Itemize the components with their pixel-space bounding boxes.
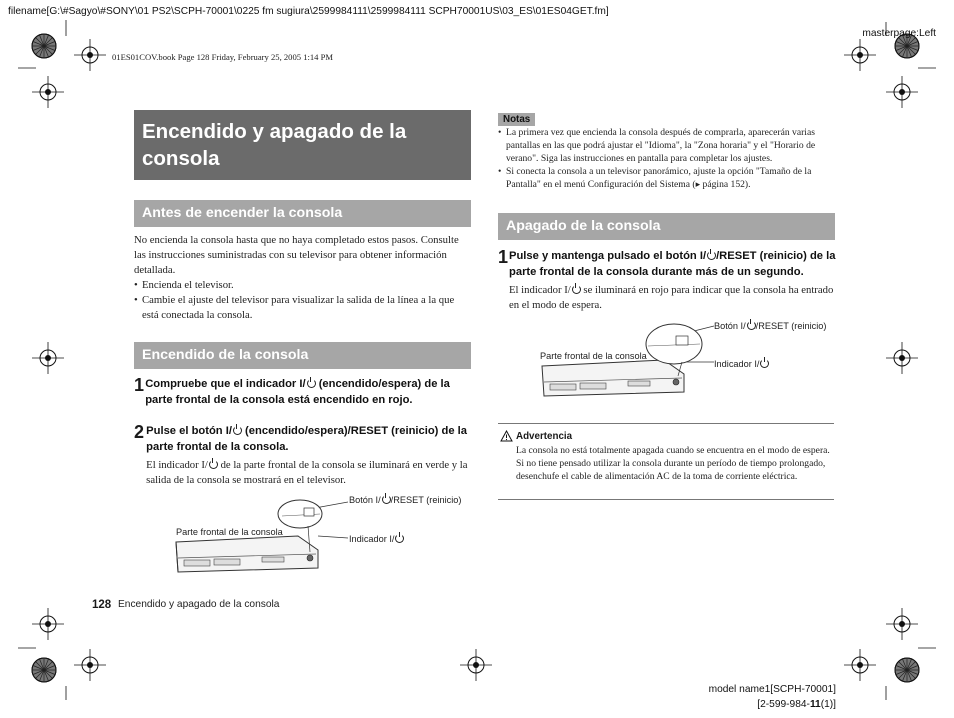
label-text: Botón I/ (714, 321, 746, 331)
step-detail (146, 458, 471, 488)
page-number: 128 (92, 599, 112, 611)
model-code (709, 697, 836, 712)
step-instruction (144, 376, 471, 408)
power-icon (209, 460, 218, 469)
list-item: • Encienda el televisor. (134, 278, 471, 293)
model-code-part: (1)] (820, 699, 836, 710)
step-detail (509, 283, 836, 313)
page-title: Encendido y apagado de la consola (134, 110, 471, 180)
step-number: 1 (498, 247, 509, 267)
figure-label-front: Parte frontal de la consola (540, 351, 647, 361)
header-book-info: 01ES01COV.book Page 128 Friday, February 25, 2005 1:14 PM (112, 52, 334, 62)
checklist (134, 278, 471, 323)
intro-paragraph: No encienda la consola hasta que no haya completado estos pasos. Consulte las instrucciones suministradas con su televisor para obtener información detallada. (134, 234, 459, 276)
power-icon (233, 426, 242, 435)
footer-page-title: Encendido y apagado de la consola (118, 599, 280, 610)
warning-title: Advertencia (516, 431, 573, 442)
divider (498, 499, 834, 500)
figure-label-front: Parte frontal de la consola (176, 527, 283, 537)
power-icon (572, 285, 581, 294)
step-text: El indicador I/ (146, 459, 208, 471)
section-before-power-on-body (134, 233, 471, 323)
step-text: se iluminará en rojo para indicar que la consola ha entrado en el modo de espera. (509, 284, 834, 311)
step-text: Pulse el botón I/ (146, 425, 232, 437)
power-icon (747, 321, 756, 330)
section-heading-power-off: Apagado de la consola (498, 213, 835, 240)
label-text: /RESET (reinicio) (755, 321, 827, 331)
step-instruction (509, 248, 836, 280)
list-item: • La primera vez que encienda la consola después de comprarla, aparecerán varias pantallas en las que podrá ajustar el "Idioma", la "Zona horaria" y el "Horario de verano". Siga las instrucciones en pantalla para completar los ajustes. (498, 126, 836, 165)
step-1-power-off (498, 248, 836, 313)
notes-badge (498, 109, 535, 127)
power-icon (382, 495, 391, 504)
power-icon (395, 534, 404, 543)
notes-label: Notas (498, 113, 535, 126)
figure-label-indicator (714, 358, 769, 369)
power-icon (307, 379, 316, 388)
power-icon (760, 359, 769, 368)
step-number: 1 (134, 375, 145, 395)
warning-icon (500, 430, 513, 442)
arrow-right-icon: ▸ (695, 179, 701, 189)
step-content (145, 423, 471, 488)
figure-label-button (714, 320, 826, 331)
notes-list (498, 126, 836, 191)
header-filename: filename[G:\#Sagyo\#SONY\01 PS2\SCPH-70001\0225 fm sugiura\2599984111\2599984111 SCPH70001US\03_ES\01ES04GET.fm] (8, 6, 609, 17)
warning-text: La consola no está totalmente apagada cuando se encuentra en el modo de espera. Si no tiene pensado utilizar la consola durante un período de tiempo prolongado, desenchufe el cable de alimentación AC de la toma de corriente eléctrica. (516, 445, 830, 482)
step-content (508, 248, 836, 313)
power-icon (707, 251, 716, 260)
divider (498, 423, 834, 424)
label-text: Botón I/ (349, 495, 381, 505)
note-text: página 152). (700, 179, 751, 190)
label-text: Indicador I/ (714, 359, 760, 369)
footer-model-info (709, 682, 836, 712)
list-item (498, 165, 836, 191)
model-code-part: [2-599-984- (757, 699, 810, 710)
label-text: /RESET (reinicio) (390, 495, 462, 505)
figure-label-button (349, 494, 461, 505)
step-text: El indicador I/ (509, 284, 571, 296)
step-text: (encendido/espera)/RESET (reinicio) de la parte frontal de la consola. (146, 425, 467, 453)
step-text: de la parte frontal de la consola se iluminará en verde y la salida de la consola se mostrará en el televisor. (146, 459, 468, 486)
step-1-power-on (134, 376, 471, 408)
model-code-part: 11 (809, 699, 821, 710)
step-2-power-on (134, 423, 471, 488)
step-instruction (146, 423, 471, 455)
step-text: (encendido/espera) de la parte frontal de la consola está encendido en rojo. (145, 378, 450, 406)
label-text: Indicador I/ (349, 534, 395, 544)
step-text: Compruebe que el indicador I/ (145, 378, 306, 390)
console-front-illustration (170, 496, 350, 580)
step-number: 2 (134, 422, 145, 442)
step-text: /RESET (reinicio) de la parte frontal de la consola durante más de un segundo. (509, 250, 836, 278)
model-name: model name1[SCPH-70001] (708, 684, 836, 695)
list-item: • Cambie el ajuste del televisor para visualizar la salida de la línea a la que está conectada la consola. (134, 293, 471, 323)
step-text: Pulse y mantenga pulsado el botón I/ (509, 250, 707, 262)
note-text: Si conecta la consola a un televisor panorámico, ajuste la opción "Tamaño de la Pantalla" en el menú Configuración del Sistema ( (506, 166, 812, 190)
figure-label-indicator (349, 533, 404, 544)
header-masterpage: masterpage:Left (862, 28, 936, 39)
console-front-illustration (536, 320, 716, 404)
section-heading-before-power-on: Antes de encender la consola (134, 200, 471, 227)
section-heading-power-on: Encendido de la consola (134, 342, 471, 369)
